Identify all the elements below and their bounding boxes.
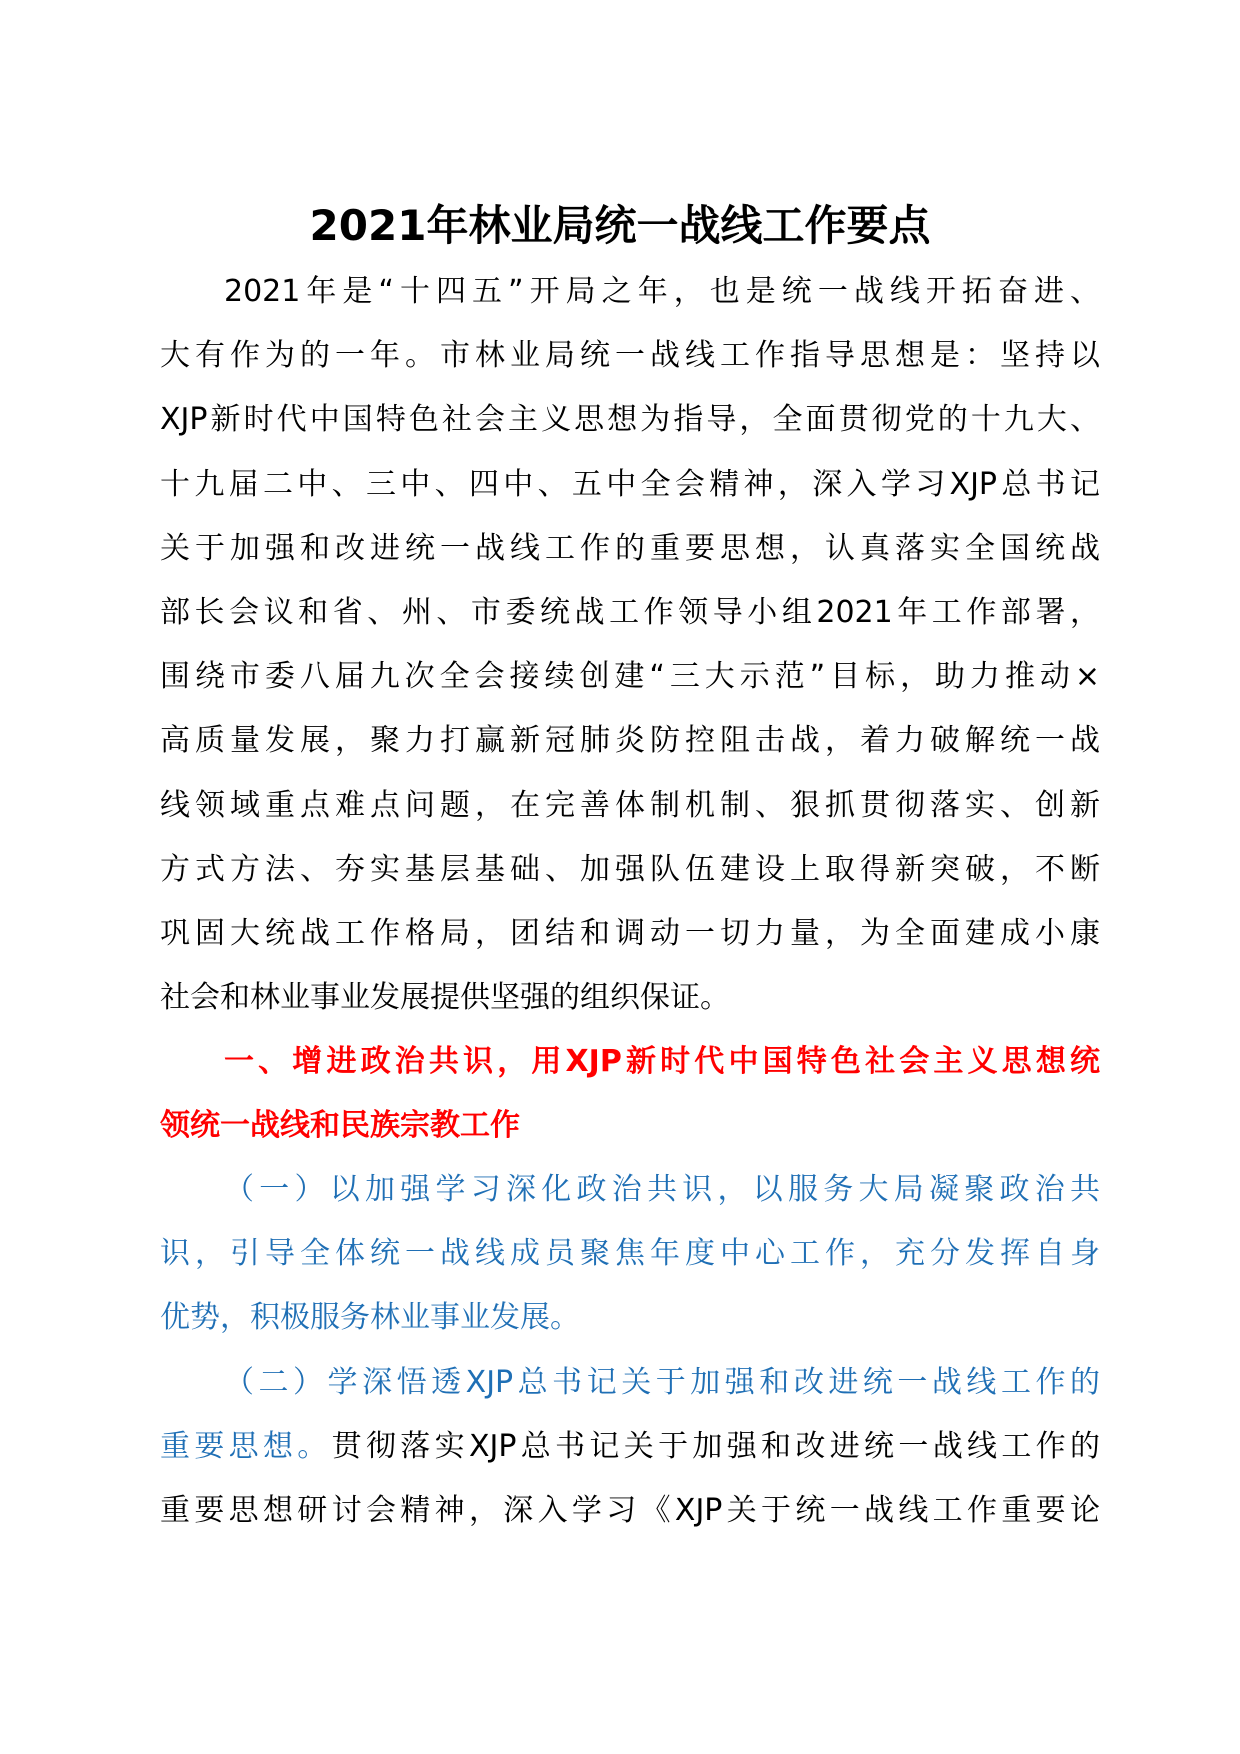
intro-line: 围绕市委八届九次全会接续创建“三大示范”目标，助力推动× [160, 659, 1100, 695]
subsection-2-text: 贯彻落实XJP总书记关于加强和改进统一战线工作的 [331, 1429, 1100, 1465]
intro-line: 线领域重点难点问题，在完善体制机制、狠抓贯彻落实、创新 [160, 787, 1100, 823]
intro-line: XJP新时代中国特色社会主义思想为指导，全面贯彻党的十九大、 [160, 402, 1100, 438]
intro-line: 巩固大统战工作格局，团结和调动一切力量，为全面建成小康 [160, 916, 1100, 952]
subsection-1 [160, 1158, 1100, 1351]
subsection-2 [160, 1351, 1100, 1544]
intro-line: 2021年是“十四五”开局之年，也是统一战线开拓奋进、 [224, 274, 1100, 309]
intro-line: 高质量发展，聚力打赢新冠肺炎防控阻击战，着力破解统一战 [160, 723, 1100, 759]
subsection-2-line [160, 1415, 1100, 1479]
intro-line: 大有作为的一年。市林业局统一战线工作指导思想是：坚持以 [160, 338, 1100, 374]
intro-line: 关于加强和改进统一战线工作的重要思想，认真落实全国统战 [160, 530, 1100, 566]
intro-line: 社会和林业事业发展提供坚强的组织保证。 [160, 980, 730, 1016]
intro-line: 方式方法、夯实基层基础、加强队伍建设上取得新突破，不断 [160, 851, 1100, 887]
document-title: 2021年林业局统一战线工作要点 [309, 201, 931, 250]
subsection-line: （一）以加强学习深化政治共识，以服务大局凝聚政治共 [224, 1172, 1100, 1207]
intro-paragraph [160, 260, 1100, 1030]
subsection-2-line: 重要思想研讨会精神，深入学习《XJP关于统一战线工作重要论 [160, 1493, 1100, 1529]
section-heading-line: 领统一战线和民族宗教工作 [160, 1108, 520, 1144]
subsection-2-heading-end: 重要思想。 [160, 1429, 332, 1465]
section-heading-line: 一、增进政治共识，用XJP新时代中国特色社会主义思想统 [224, 1044, 1100, 1079]
intro-line: 部长会议和省、州、市委统战工作领导小组2021年工作部署， [160, 595, 1100, 631]
subsection-2-heading: （二）学深悟透XJP总书记关于加强和改进统一战线工作的 [224, 1365, 1100, 1400]
section-heading-1 [160, 1030, 1100, 1158]
intro-line: 十九届二中、三中、四中、五中全会精神，深入学习XJP总书记 [160, 466, 1100, 502]
subsection-line: 识，引导全体统一战线成员聚焦年度中心工作，充分发挥自身 [160, 1236, 1100, 1272]
subsection-line: 优势，积极服务林业事业发展。 [160, 1300, 580, 1336]
